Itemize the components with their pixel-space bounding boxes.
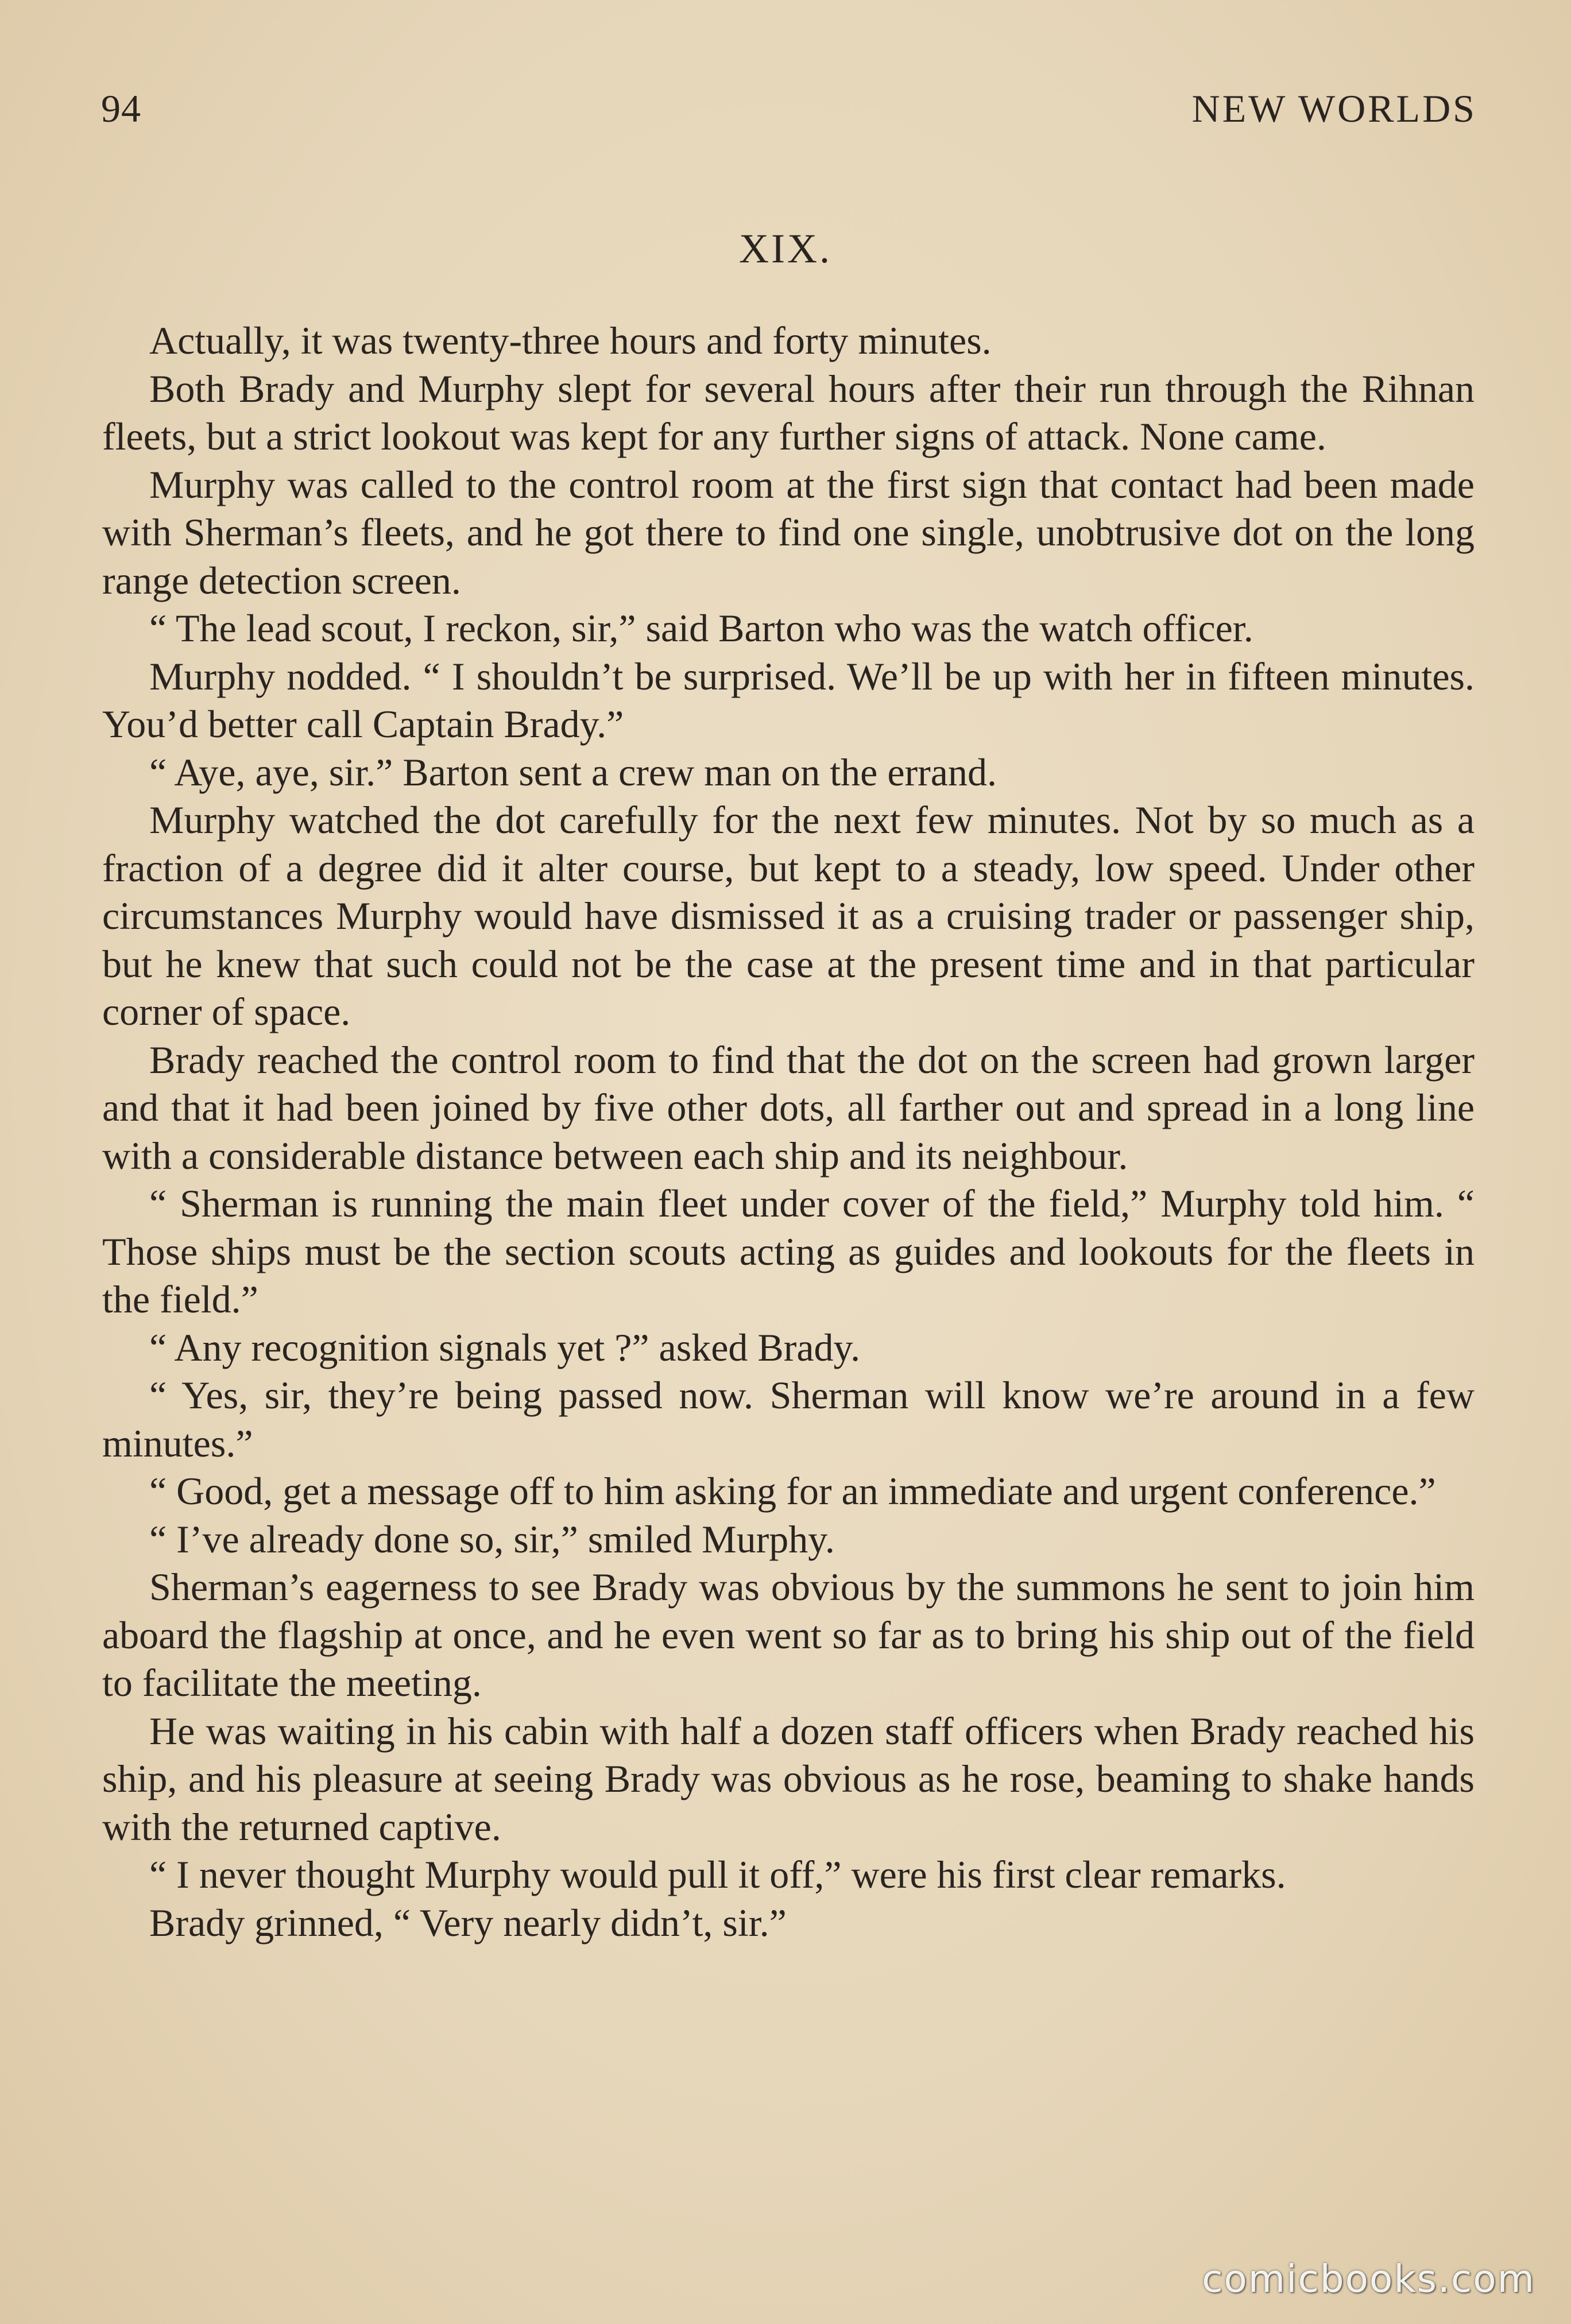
paragraph: “ Yes, sir, they’re being passed now. Sherman will know we’re around in a few minutes.” [102,1373,1475,1465]
paragraph: “ Any recognition signals yet ?” asked Brady. [149,1325,861,1369]
watermark: comicbooks.com [1202,2257,1535,2301]
running-head: NEW WORLDS [1191,87,1477,130]
paragraph: Murphy watched the dot carefully for the next few minutes. Not by so much as a fraction of a degree did it alter course, but kept to a steady, low speed. Under other circumstances Murphy would have dismissed it as a cruising trader or passenger ship, but he knew that such could not be the case at the present time and in that particular corner of space. [102,798,1475,1033]
paragraph: “ The lead scout, I reckon, sir,” said Barton who was the watch officer. [149,606,1253,650]
paragraph: Murphy was called to the control room at the first sign that contact had been made with Sherman’s fleets, and he got there to find one single, unobtrusive dot on the long range detection screen. [102,462,1475,602]
chapter-title: XIX. [739,226,832,272]
paragraph: Brady reached the control room to find that the dot on the screen had grown larger and that it had been joined by five other dots, all farther out and spread in a long line with a considerable distance between each ship and its neighbour. [102,1037,1475,1178]
paragraph: “ I’ve already done so, sir,” smiled Murphy. [149,1517,835,1561]
paragraph: Murphy nodded. “ I shouldn’t be surprised. We’ll be up with her in fifteen minutes. You’d better call Captain Brady.” [102,654,1475,746]
body-text [102,317,1475,1947]
paragraph: “ Sherman is running the main fleet under cover of the field,” Murphy told him. “ Those ships must be the section scouts acting as guides and lookouts for the fleets in the field.” [102,1182,1475,1321]
paragraph: He was waiting in his cabin with half a dozen staff officers when Brady reached his ship, and his pleasure at seeing Brady was obvious as he rose, beaming to shake hands with the returned captive. [102,1709,1475,1849]
paragraph: Sherman’s eagerness to see Brady was obvious by the summons he sent to join him aboard the flagship at once, and he even went so far as to bring his ship out of the field to facilitate the meeting. [102,1565,1475,1705]
paragraph: Brady grinned, “ Very nearly didn’t, sir.” [149,1900,787,1945]
paragraph: “ I never thought Murphy would pull it off,” were his first clear remarks. [149,1853,1286,1896]
paragraph: “ Aye, aye, sir.” Barton sent a crew man on the errand. [149,750,997,794]
page-number: 94 [101,87,141,130]
paragraph: Both Brady and Murphy slept for several hours after their run through the Rihnan fleets, but a strict lookout was kept for any further signs of attack. None came. [102,366,1475,458]
paragraph: Actually, it was twenty-three hours and forty minutes. [149,319,992,362]
paragraph: “ Good, get a message off to him asking for an immediate and urgent conference.” [149,1469,1436,1513]
page-header [101,86,1477,149]
